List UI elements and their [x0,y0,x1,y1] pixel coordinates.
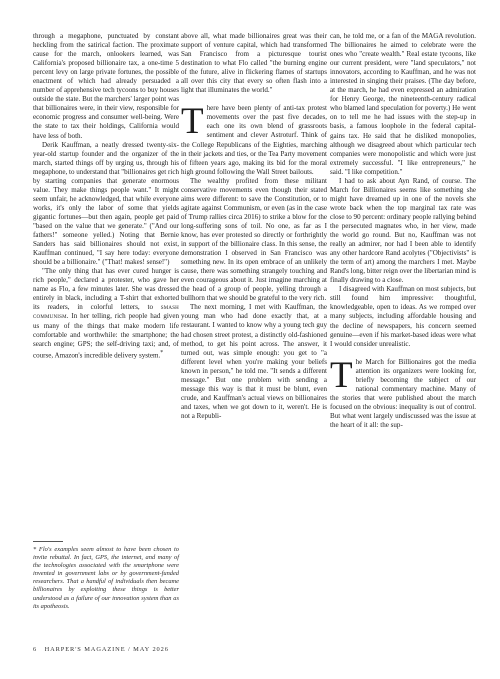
text-run: here have been plenty of anti-tax protest movements over the past five decades, each one its own blend of grassroots sentiment and clever Astroturf. Think of the College Republicans of the Eighties, marching in their jackets and ties, or the Tea Party movement of fifteen years ago, making its bid for the moral high ground following the Wall Street bailouts. [181,104,327,176]
footnote-rule [33,541,63,542]
footnote: * Flo's examples seem almost to have been chosen to invite rebuttal. In fact, GPS, the internet, and many of the technologies associated with the smartphone were invented in government labs or by government-funded researchers. That a handful of individuals then became billionaires by exploiting these things is better understood as a failure of our innovation system than as its apotheosis. [33,546,179,610]
text-column-1 [33,32,179,539]
paragraph: I disagreed with Kauffman on most subjects, but still found him impressive: thoughtful, knowledgeable, open to ideas. As we romped over many subjects, including affordable housing and the decline of newspapers, his concern seemed genuine—even if his market-based ideas were what I would consider unrealistic. [330,285,476,348]
page-number: 6 [33,646,38,653]
paragraph: through a megaphone, punctuated by constant heckling from the satirical faction. The proximate cause for the march, onlookers learned, was California's proposed billionaire tax, a one-time 5 percent levy on large private fortunes, the possible enactment of which had already persuaded a number of apprehensive tech tycoons to buy houses outside the state. But the marchers' larger point was that billionaires were, in their view, responsible for economic progress and consumer well-being. Were the state to tax their holdings, California would have less of both. [33,32,179,140]
footnote-marker[interactable]: * [160,349,164,356]
text-run: "The only thing that has ever cured hunger is rich people," declared a protester, who gave her name as Flo, a few minutes later. She was dressed entirely in black, including a T-shirt that exhorted its readers, in colorful letters, to [33,267,179,312]
paragraph: The wealthy profited from these militant conservative movements even though their stated aims were different: to save the Constitution, or to agitate against Communism, or even (as in the case of Trump rallies circa 2016) to strike a blow for the long-suffering sons of toil. No one, as far as I know, has ever protested so directly or forthrightly in support of the billionaire class. In this sense, the demonstration I observed in San Francisco was something new. In its open embrace of an unlikely cause, there was something strangely touching and even courageous about it. Just imagine marching at the head of a group of people, yelling through a bullhorn that we should be grateful to the very rich. [181,176,327,303]
text-column-2 [181,32,327,421]
paragraph: can, he told me, or a fan of the MAGA revolution. The billionaires he aimed to celebrate were the ones who "create wealth." Real estate tycoons, like our current president, were "land speculators," not innovators, according to Kauffman, and he was not interested in singing their praises. (The day before, at the march, he had even expressed an admiration for Henry George, the nineteenth-century radical who blamed land speculation for poverty.) He went on to tell me he had issues with the step-up in basis, a famous loophole in the federal capital-gains tax. He said that he disliked monopolies, although we disagreed about which particular tech companies were monopolistic and which were just extremely successful. "I like entrepreneurs," he said. "I like competition." [330,32,476,176]
section-opening-paragraph [181,101,327,176]
text-column-3 [330,32,476,430]
section-opening-paragraph [330,354,476,430]
paragraph [33,267,179,360]
small-caps-slogan: smash communism [33,303,179,321]
drop-cap: T [181,101,204,143]
magazine-issue: HARPER'S MAGAZINE / MAY 2026 [44,646,169,653]
paragraph: I had to ask about Ayn Rand, of course. The March for Billionaires seems like something she might have dreamed up in one of the novels she wrote back when the top marginal tax rate was close to 90 percent: ordinary people rallying behind the persecuted magnates who, in her view, made the world go round. But no, Kauffman was not really an admirer, nor had I been able to identify any other hardcore Rand acolytes ("Objectivists" is the term of art) among the marchers I met. Maybe Rand's long, bitter reign over the libertarian mind is finally drawing to a close. [330,176,476,285]
drop-cap: T [330,354,353,396]
paragraph: above all, what made billionaires great was their support of venture capital, which had transformed San Francisco from a picturesque tourist destination to what Flo called "the burning engine of the future, alive in flickering flames of startups all over this city that every so often flash into a light that illuminates the world." [181,32,327,95]
page-folio [33,646,169,653]
text-run: he March for Billionaires got the media attention its organizers were looking for, briefly becoming the subject of our national commentary machine. Many of the stories that were published about the march focused on the obvious: inequality is out of control. But what went largely undiscussed was the issue at the heart of it all: the sup- [330,357,476,429]
paragraph: The next morning, I met with Kauffman, the young man who had done exactly that, at a restaurant. I wanted to know why a young tech guy had chosen street protest, a distinctly old-fashioned method, to get his point across. The answer, it turned out, was simple enough: you get to "a different level when you're making your beliefs known in person," he told me. "It sends a different message." But one problem with sending a message this way is that it must be blunt, even crude, and Kauffman's actual views on billionaires and taxes, when we got down to it, weren't. He is not a Republi- [181,303,327,420]
text-run: . In her telling, rich people had given us many of the things that make modern life comfortable and worthwhile: the smartphone; the search engine; GPS; the self-driving taxi; and, of course, Amazon's incredible delivery system. [33,312,179,359]
paragraph: Derik Kauffman, a neatly dressed twenty-six-year-old startup founder and the organizer of the march, started things off by urging us, through his megaphone, to understand that "billionaires get rich by starting companies that generate enormous value. They make things people want." It might seem unfair, he acknowledged, that while everyone works, it's only the labor of some that yields gigantic fortunes—but then again, people get paid "based on the value that we generate." ("And our fathers!" someone yelled.) Noting that Bernie Sanders has said billionaires should not exist, Kauffman continued, "I say here today: everyone should be a billionaire." ("That! makes! sense!") [33,140,179,267]
